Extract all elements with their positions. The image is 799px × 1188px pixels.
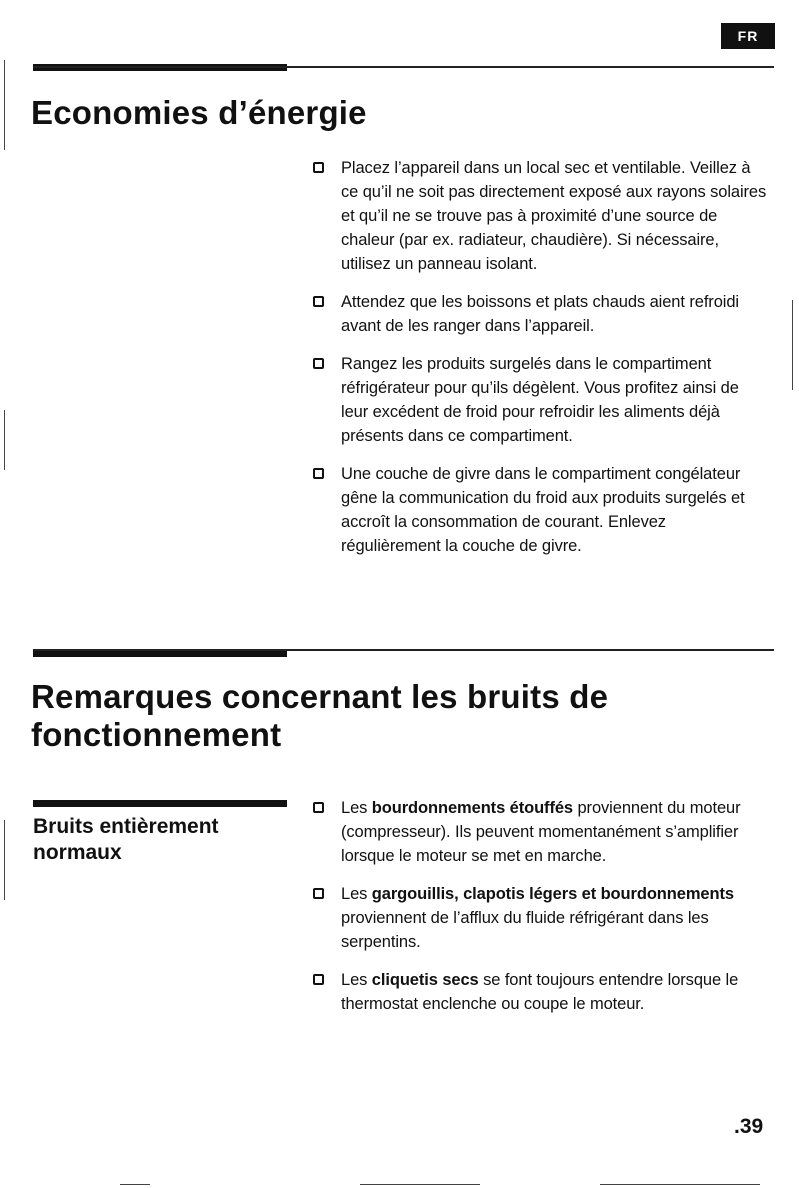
list-item-text: Attendez que les boissons et plats chauds aient refroidi avant de les ranger dans l’appareil. <box>341 293 739 335</box>
list-item <box>310 462 770 558</box>
scan-edge-mark <box>360 1184 480 1185</box>
text-emphasis: bourdonnements étouffés <box>371 799 573 817</box>
list-item <box>310 796 770 868</box>
text-rest: se font toujours entendre lorsque le thermostat enclenche ou coupe le moteur. <box>341 971 739 1013</box>
title-line: fonctionnement <box>31 716 282 753</box>
section-title-noises <box>31 678 608 754</box>
list-item <box>310 882 770 954</box>
scan-edge-mark <box>4 410 5 470</box>
list-item <box>310 968 770 1016</box>
checkbox-bullet-icon <box>313 162 324 173</box>
section-title-energy: Economies d’énergie <box>31 94 367 131</box>
list-item-text: Placez l’appareil dans un local sec et ventilable. Veillez à ce qu’il ne soit pas directement exposé aux rayons solaires et qu’il ne se trouve pas à proximité d’une source de chaleur (par ex. radiateur, chaudière). Si nécessaire, utilisez un panneau isolant. <box>341 159 767 273</box>
section-rule-thin <box>33 649 774 651</box>
checkbox-bullet-icon <box>313 358 324 369</box>
scan-edge-mark <box>4 820 5 900</box>
text-prefix: Les <box>341 799 372 817</box>
energy-tips-list <box>310 156 770 572</box>
checkbox-bullet-icon <box>313 974 324 985</box>
section-rule-thin <box>33 66 774 68</box>
subsection-heading: Bruits entièrement normaux <box>33 815 219 864</box>
language-badge: FR <box>721 23 775 49</box>
list-item <box>310 352 770 448</box>
scan-edge-mark <box>4 60 5 150</box>
section-rule-thick <box>33 650 287 657</box>
text-emphasis: cliquetis secs <box>371 971 479 989</box>
title-line: Remarques concernant les bruits de <box>31 678 609 715</box>
checkbox-bullet-icon <box>313 888 324 899</box>
scan-edge-mark <box>792 300 793 390</box>
page-number: .39 <box>734 1115 764 1138</box>
list-item-text: Rangez les produits surgelés dans le compartiment réfrigérateur pour qu’ils dégèlent. Vous profitez ainsi de leur excédent de froid pour refroidir les aliments déjà présents dans ce compartiment. <box>341 355 739 445</box>
subsection-rule <box>33 800 287 807</box>
text-rest: proviennent de l’afflux du fluide réfrigérant dans les serpentins. <box>341 909 709 951</box>
checkbox-bullet-icon <box>313 802 324 813</box>
list-item <box>310 290 770 338</box>
text-rest: proviennent du moteur (compresseur). Ils peuvent momentanément s’amplifier lorsque le moteur se met en marche. <box>341 799 741 865</box>
list-item <box>310 156 770 276</box>
noise-list <box>310 796 770 1030</box>
text-emphasis: gargouillis, clapotis légers et bourdonnements <box>371 885 734 903</box>
checkbox-bullet-icon <box>313 468 324 479</box>
text-prefix: Les <box>341 971 372 989</box>
scan-edge-mark <box>120 1184 150 1185</box>
list-item-text: Une couche de givre dans le compartiment congélateur gêne la communication du froid aux produits surgelés et accroît la consommation de courant. Enlevez régulièrement la couche de givre. <box>341 465 745 555</box>
checkbox-bullet-icon <box>313 296 324 307</box>
text-prefix: Les <box>341 885 372 903</box>
scan-edge-mark <box>600 1184 760 1185</box>
